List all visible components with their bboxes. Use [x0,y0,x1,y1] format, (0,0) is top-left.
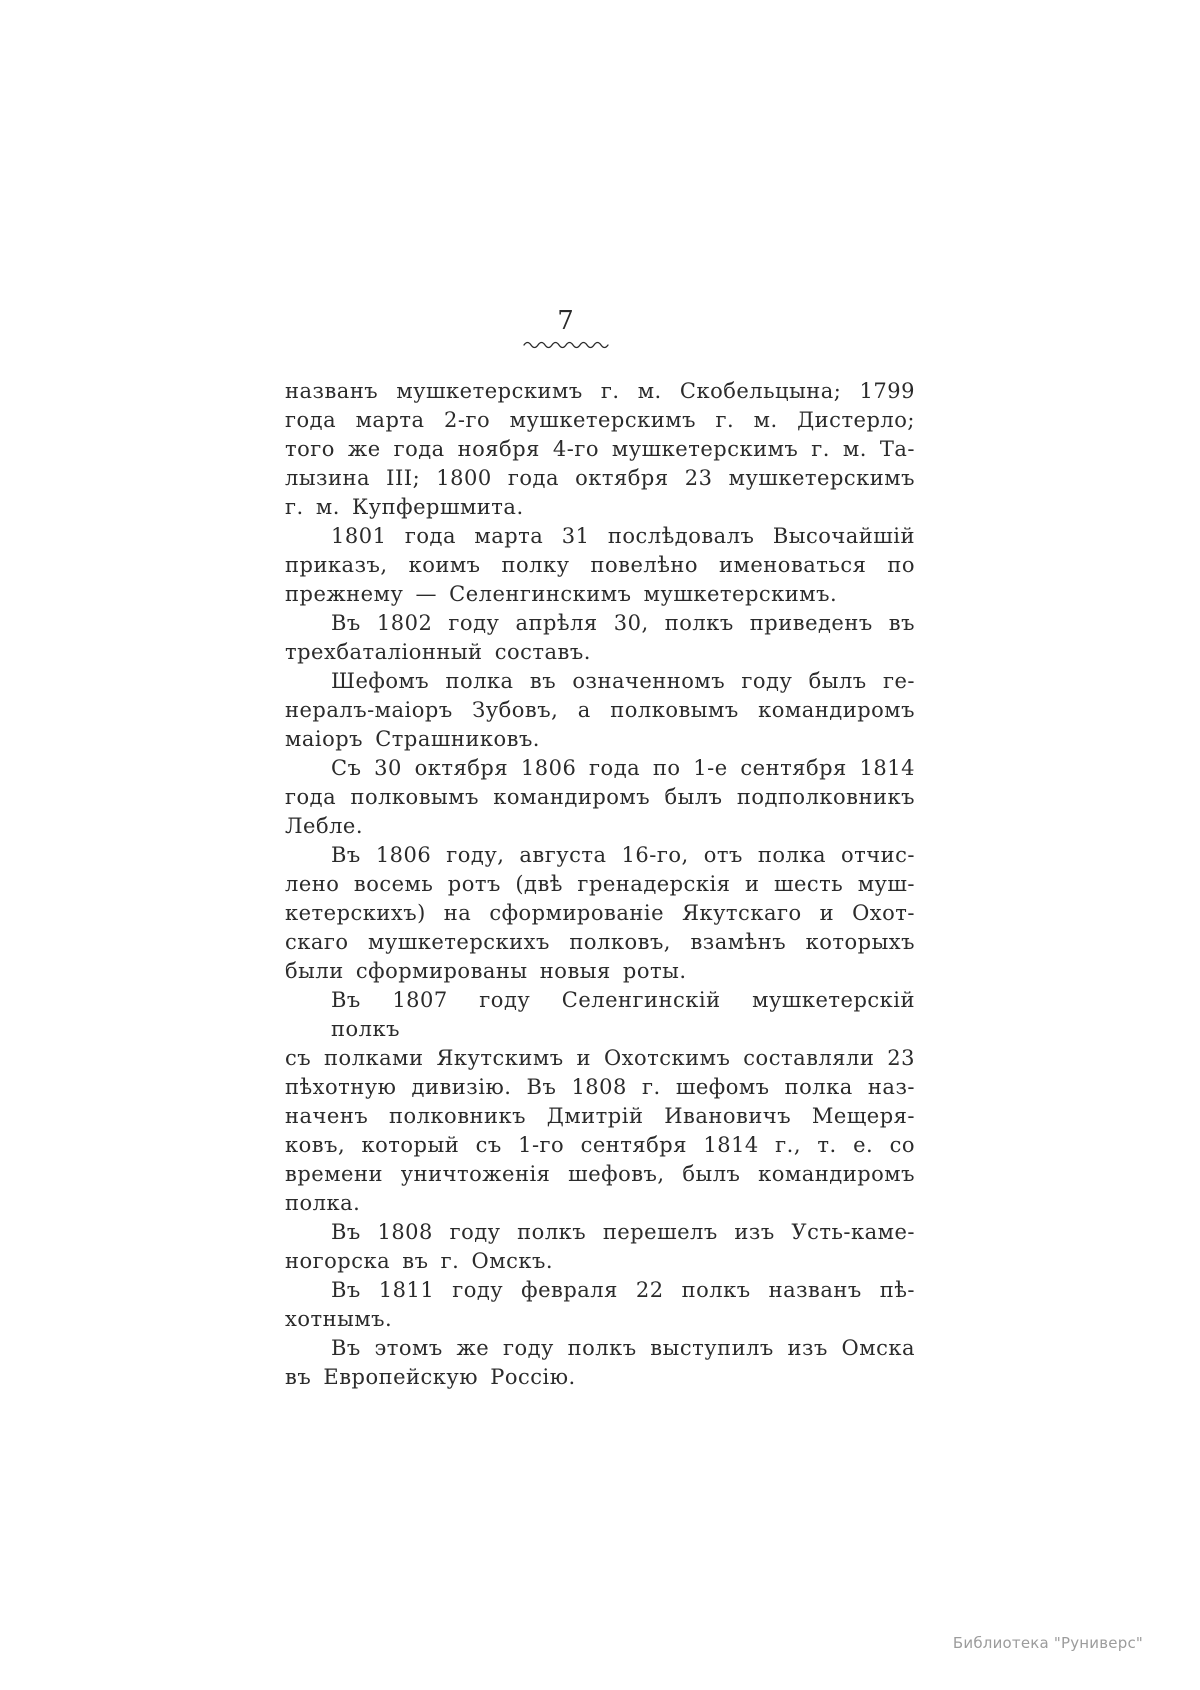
text-line: Въ 1811 году февраля 22 полкъ названъ пѣ- [331,1278,915,1302]
paragraph [285,986,915,1218]
text-line: Въ этомъ же году полкъ выступилъ изъ Омска [331,1336,915,1360]
text-block [285,377,915,1392]
text-line: въ Европейскую Россію. [285,1365,576,1389]
text-line: 1801 года марта 31 послѣдовалъ Высочайшій [331,524,915,548]
text-line: наченъ полковникъ Дмитрій Ивановичъ Мещеря- [285,1104,915,1128]
paragraph [285,667,915,754]
text-line: лызина III; 1800 года октября 23 мушкетерскимъ [285,466,915,490]
text-line: Въ 1808 году полкъ перешелъ изъ Усть-каме- [331,1220,915,1244]
paragraph [285,377,915,522]
text-line: маіоръ Страшниковъ. [285,727,540,751]
text-line: приказъ, коимъ полку повелѣно именоваться по [285,553,915,577]
text-line: Въ 1802 году апрѣля 30, полкъ приведенъ въ [331,611,915,635]
paragraph [285,609,915,667]
text-line: Въ 1806 году, августа 16-го, отъ полка отчис- [331,843,915,867]
text-line: ковъ, который съ 1-го сентября 1814 г., т. е. со [285,1133,915,1157]
text-line: кетерскихъ) на сформированіе Якутскаго и Охот- [285,901,915,925]
text-line: Шефомъ полка въ означенномъ году былъ ге- [331,669,915,693]
text-line: пѣхотную дивизію. Въ 1808 г. шефомъ полка наз- [285,1075,915,1099]
paragraph [285,1276,915,1334]
text-line: скаго мушкетерскихъ полковъ, взамѣнъ которыхъ [285,930,915,954]
text-line: съ полками Якутскимъ и Охотскимъ составляли 23 [285,1046,915,1070]
text-line: года марта 2-го мушкетерскимъ г. м. Дистерло; [285,408,915,432]
text-line: Въ 1807 году Селенгинскій мушкетерскій полкъ [331,988,915,1041]
text-line: ногорска въ г. Омскъ. [285,1249,553,1273]
paragraph [285,754,915,841]
page-header [285,306,847,349]
text-line: трехбаталіонный составъ. [285,640,591,664]
text-line: времени уничтоженія шефовъ, былъ командиромъ [285,1162,915,1186]
wavy-underline-icon [522,339,610,349]
text-line: были сформированы новыя роты. [285,959,687,983]
text-line: прежнему — Селенгинскимъ мушкетерскимъ. [285,582,838,606]
text-line: Лебле. [285,814,364,838]
watermark: Библиотека "Руниверс" [952,1634,1143,1652]
paragraph [285,841,915,986]
text-line: нералъ-маіоръ Зубовъ, а полковымъ командиромъ [285,698,915,722]
paragraph [285,522,915,609]
text-line: названъ мушкетерскимъ г. м. Скобельцына; 1799 [285,379,915,403]
text-line: Съ 30 октября 1806 года по 1-е сентября 1814 [331,756,915,780]
text-line: полка. [285,1191,361,1215]
text-line: лено восемь ротъ (двѣ гренадерскія и шесть муш- [285,872,915,896]
text-line: хотнымъ. [285,1307,393,1331]
text-line: того же года ноября 4-го мушкетерскимъ г. м. Та- [285,437,915,461]
text-line: года полковымъ командиромъ былъ подполковникъ [285,785,915,809]
paragraph [285,1334,915,1392]
page-number: 7 [557,306,575,336]
paragraph [285,1218,915,1276]
text-line: г. м. Купфершмита. [285,495,524,519]
